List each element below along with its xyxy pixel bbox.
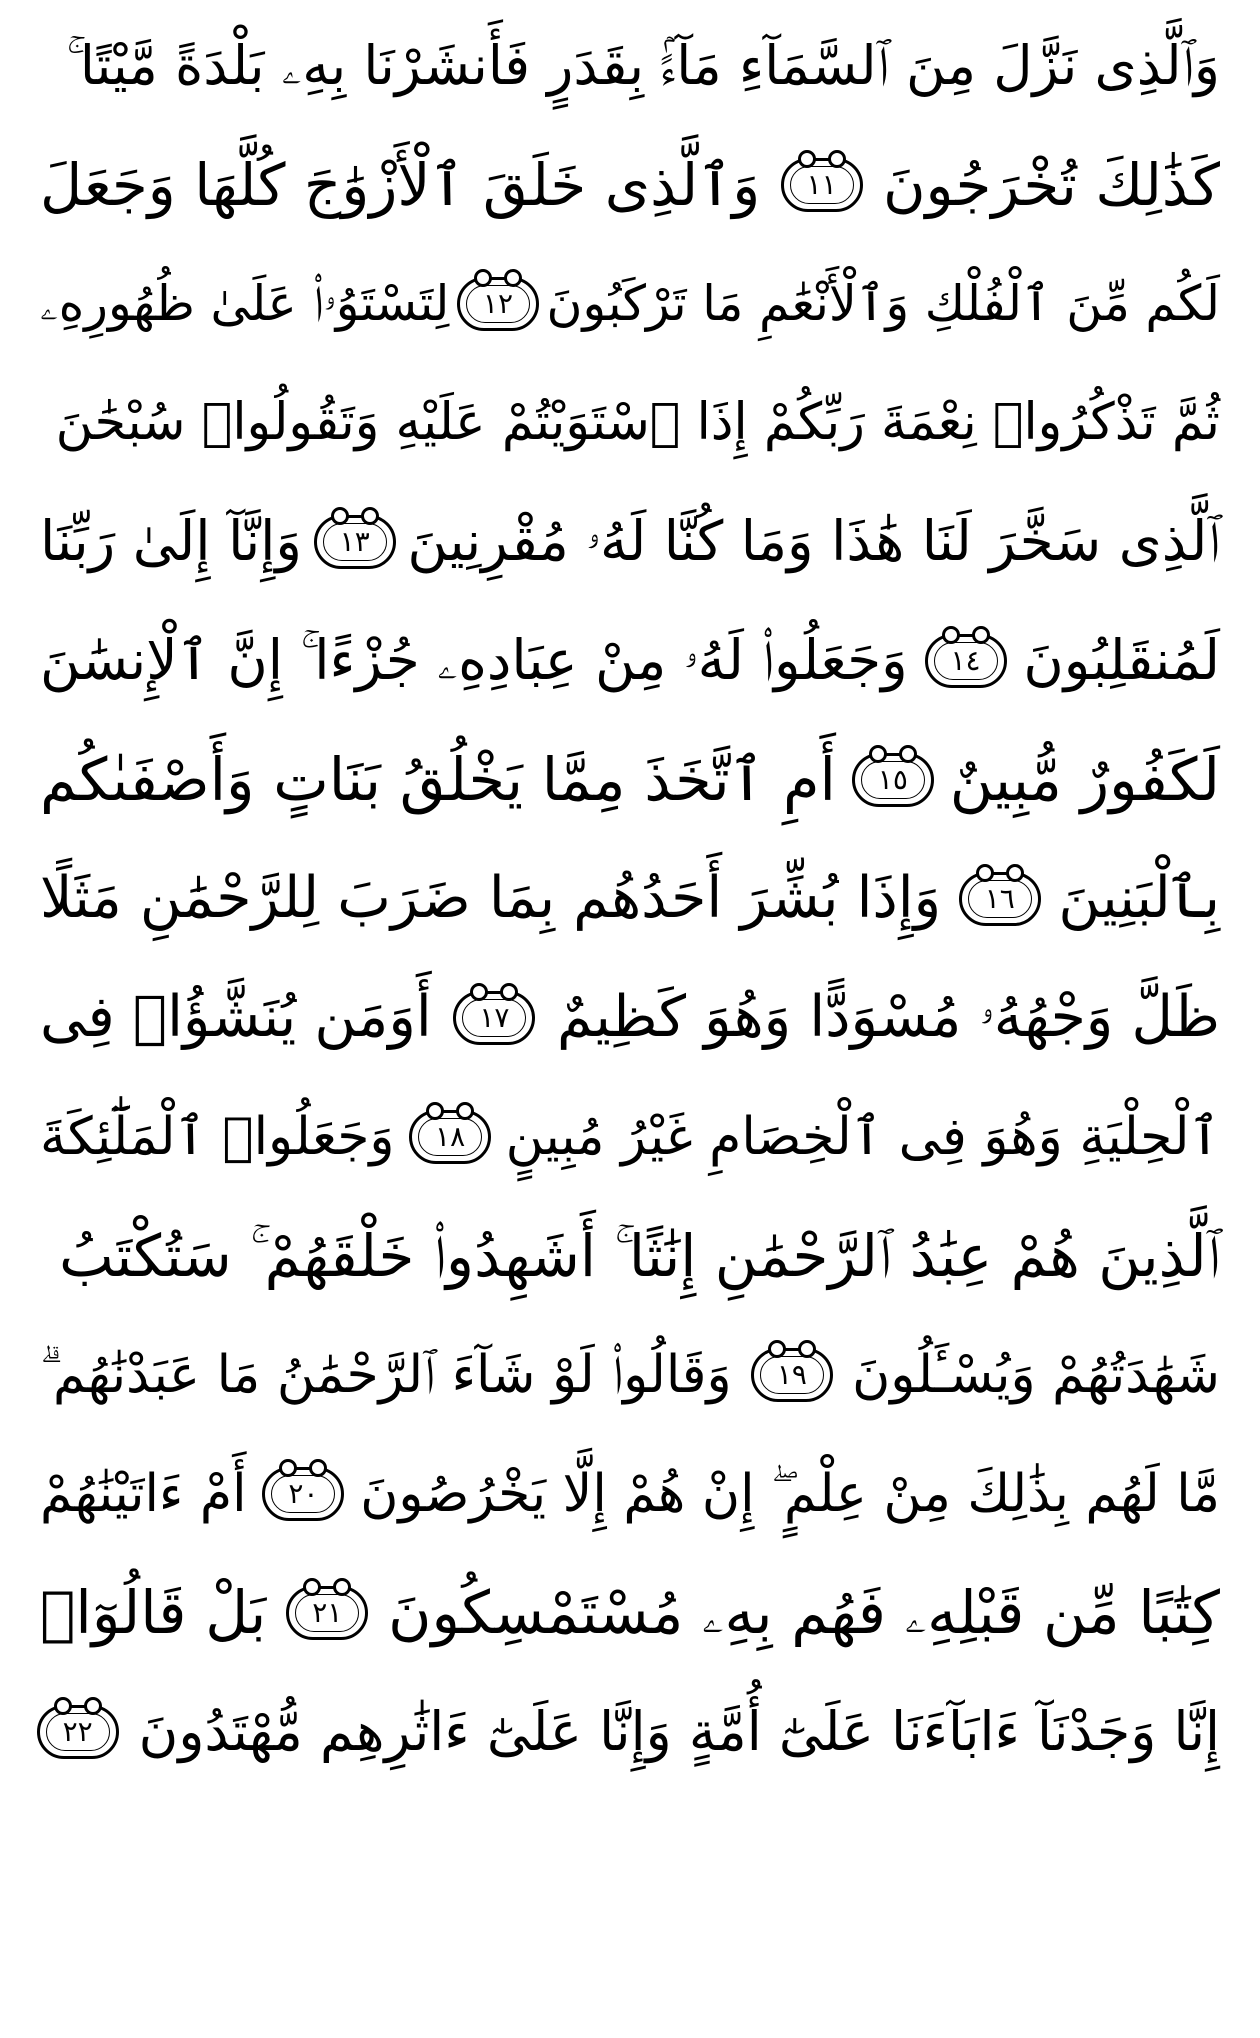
verse-text: ثُمَّ تَذْكُرُوا۟ نِعْمَةَ رَبِّكُمْ إِذَا ٱسْتَوَيْتُمْ عَلَيْهِ وَتَقُولُوا۟ سُبْحَٰنَ [55,393,1220,452]
verse-text: وَإِذَا بُشِّرَ أَحَدُهُم بِمَا ضَرَبَ لِلرَّحْمَٰنِ مَثَلًا [40,865,942,931]
ayah-number: ١١ [806,167,837,201]
ayah-number: ١٦ [984,881,1015,915]
text-line [40,839,1220,958]
text-line [40,1315,1220,1434]
ayah-number-marker [409,1110,491,1164]
verse-text: وَٱلَّذِى نَزَّلَ مِنَ ٱلسَّمَآءِ مَآءًۢ بِقَدَرٍ فَأَنشَرْنَا بِهِۦ بَلْدَةً مَّيْتًا ۚ [66,33,1220,97]
text-line [40,1553,1220,1672]
ayah-number-marker [925,634,1007,688]
text-line [40,1672,1220,1791]
verse-text: أَمِ ٱتَّخَذَ مِمَّا يَخْلُقُ بَنَاتٍ وَأَصْفَىٰكُم [40,745,836,814]
text-line [40,1196,1220,1315]
verse-text: ٱلَّذِينَ هُمْ عِبَٰدُ ٱلرَّحْمَٰنِ إِنَٰثًا ۚ أَشَهِدُوا۟ خَلْقَهُمْ ۚ سَتُكْتَبُ [59,1221,1220,1290]
text-line [40,720,1220,839]
verse-text: أَمْ ءَاتَيْنَٰهُمْ [40,1463,247,1524]
verse-text: كِتَٰبًا مِّن قَبْلِهِۦ فَهُم بِهِۦ مُسْتَمْسِكُونَ [388,1578,1220,1647]
ayah-number: ١٤ [950,643,981,677]
verse-text: أَوَمَن يُنَشَّؤُا۟ فِى [40,984,432,1050]
verse-text: شَهَٰدَتُهُمْ وَيُسْـَٔلُونَ [852,1344,1220,1405]
verse-text: مَّا لَهُم بِذَٰلِكَ مِنْ عِلْمٍ ۖ إِنْ هُمْ إِلَّا يَخْرُصُونَ [360,1463,1220,1524]
ayah-number: ١٥ [877,762,908,796]
verse-text: بَلْ قَالُوٓا۟ [40,1578,267,1647]
ayah-number-marker [262,1467,344,1521]
verse-text: بِٱلْبَنِينَ [1058,865,1220,931]
ayah-number-marker [286,1586,368,1640]
ayah-number: ١٧ [479,1000,510,1034]
ayah-number-marker [457,277,539,331]
ayah-number: ١٨ [435,1119,466,1153]
verse-text: لِتَسْتَوُۥا۟ عَلَىٰ ظُهُورِهِۦ [40,275,450,332]
ayah-number-marker [751,1348,833,1402]
text-line [40,1077,1220,1196]
text-line [40,6,1220,125]
verse-text: ٱلْحِلْيَةِ وَهُوَ فِى ٱلْخِصَامِ غَيْرُ مُبِينٍ [505,1106,1220,1167]
text-line [40,1434,1220,1553]
ayah-number-marker [781,158,863,212]
ayah-number: ٢٢ [62,1714,93,1748]
verse-text: وَقَالُوا۟ لَوْ شَآءَ ٱلرَّحْمَٰنُ مَا عَبَدْنَٰهُم ۗ [40,1344,732,1405]
text-line [40,958,1220,1077]
text-line [40,363,1220,482]
ayah-number: ٢٠ [288,1476,319,1510]
ayah-number-marker [37,1705,119,1759]
verse-text: إِنَّا وَجَدْنَآ ءَابَآءَنَا عَلَىٰٓ أُمَّةٍ وَإِنَّا عَلَىٰٓ ءَاثَٰرِهِم مُّهْتَدُونَ [138,1699,1220,1763]
verse-text: وَإِنَّآ إِلَىٰ رَبِّنَا [40,509,302,573]
verse-text: لَكَفُورٌ مُّبِينٌ [949,745,1220,814]
verse-text: وَٱلَّذِى خَلَقَ ٱلْأَزْوَٰجَ كُلَّهَا وَجَعَلَ [40,150,761,219]
verse-text: ٱلَّذِى سَخَّرَ لَنَا هَٰذَا وَمَا كُنَّا لَهُۥ مُقْرِنِينَ [407,509,1220,573]
verse-text: وَجَعَلُوا۟ لَهُۥ مِنْ عِبَادِهِۦ جُزْءًا ۚ إِنَّ ٱلْإِنسَٰنَ [40,628,908,692]
ayah-number: ١٢ [482,286,513,320]
ayah-number-marker [852,753,934,807]
ayah-number-marker [959,872,1041,926]
text-line [40,244,1220,363]
verse-text: لَمُنقَلِبُونَ [1023,628,1220,692]
verse-text: ظَلَّ وَجْهُهُۥ مُسْوَدًّا وَهُوَ كَظِيمٌ [557,984,1220,1050]
ayah-number-marker [453,991,535,1045]
ayah-number: ١٩ [776,1357,807,1391]
ayah-number-marker [314,515,396,569]
verse-text: كَذَٰلِكَ تُخْرَجُونَ [882,150,1220,219]
verse-text: وَجَعَلُوا۟ ٱلْمَلَٰٓئِكَةَ [40,1106,395,1167]
ayah-number: ٢١ [312,1595,343,1629]
verse-text: لَكُم مِّنَ ٱلْفُلْكِ وَٱلْأَنْعَٰمِ مَا تَرْكَبُونَ [546,275,1220,332]
text-line [40,125,1220,244]
text-line [40,601,1220,720]
ayah-number: ١٣ [339,524,370,558]
text-line [40,482,1220,601]
